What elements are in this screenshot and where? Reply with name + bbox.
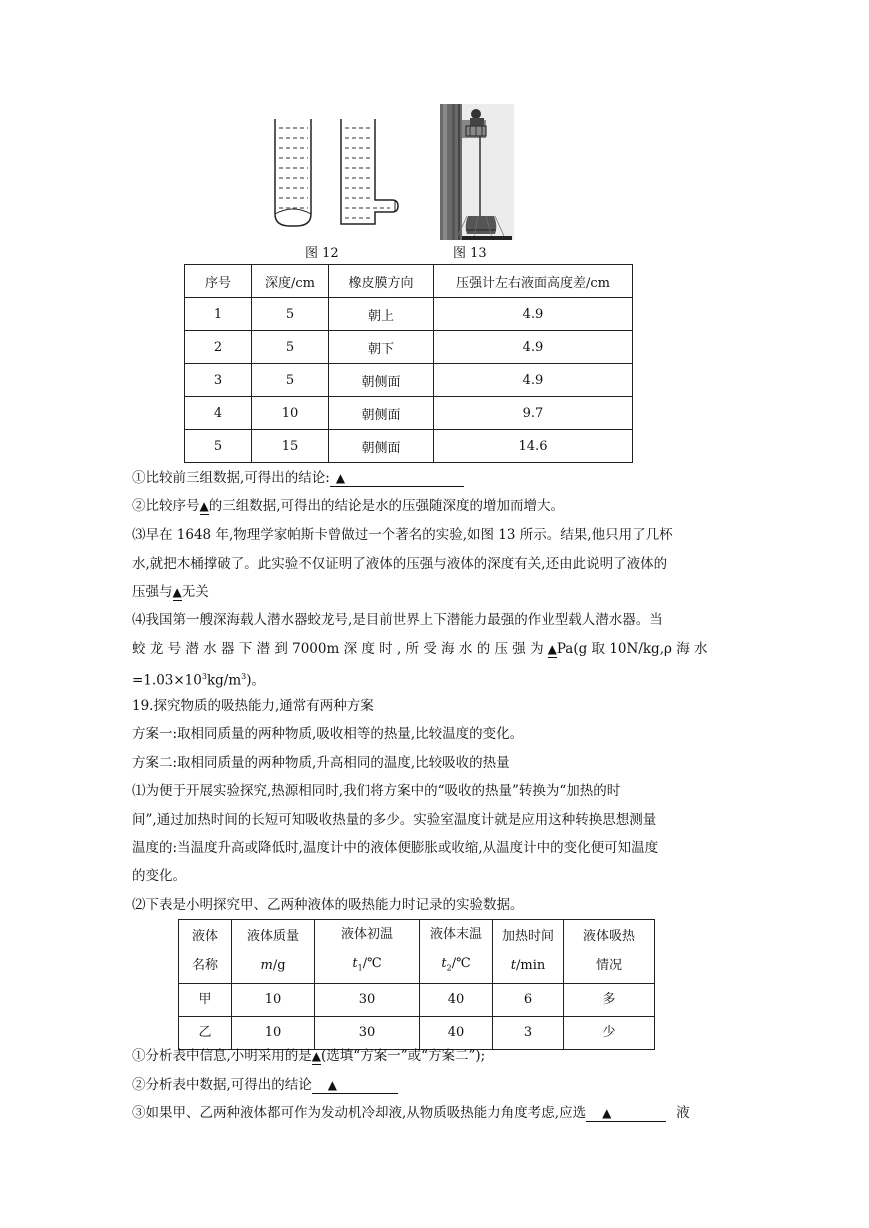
table-row <box>179 983 655 1016</box>
table-cell: 少 <box>564 1016 655 1049</box>
table-row <box>185 331 633 364</box>
header-text <box>420 949 492 983</box>
table-row <box>185 364 633 397</box>
header-text: 液体 <box>191 929 218 945</box>
table-cell: 14.6 <box>434 430 633 463</box>
header-cell: 橡皮膜方向 <box>329 265 434 298</box>
answer-blank[interactable] <box>312 1048 321 1065</box>
header-text <box>493 951 563 980</box>
figure-13-caption: 图 13 <box>453 246 487 261</box>
question-text: 的三组数据,可得出的结论是水的压强随深度的增加而增大。 <box>208 498 565 514</box>
table-cell: 10 <box>232 1016 315 1049</box>
table-cell: 4.9 <box>434 364 633 397</box>
header-text: 名称 <box>191 958 218 974</box>
question-text: kg/m <box>206 672 242 689</box>
table-cell: 5 <box>252 331 329 364</box>
header-text: 液体质量 <box>246 929 299 945</box>
header-cell <box>493 920 564 984</box>
question-text: 液 <box>676 1105 690 1121</box>
triangle-marker: ▲ <box>327 1078 338 1092</box>
table-cell: 30 <box>315 1016 420 1049</box>
table-cell: 5 <box>252 364 329 397</box>
answer-blank[interactable] <box>548 641 557 658</box>
unit: /℃ <box>451 956 471 971</box>
subscript: 2 <box>446 963 452 973</box>
triangle-marker: ▲ <box>172 585 182 599</box>
question-line <box>132 639 708 659</box>
triangle-marker: ▲ <box>547 642 557 656</box>
table-cell: 朝下 <box>329 331 434 364</box>
superscript: 3 <box>241 672 247 681</box>
table-cell: 4.9 <box>434 298 633 331</box>
question-line: ⑶早在 1648 年,物理学家帕斯卡曾做过一个著名的实验,如图 13 所示。结果,他只用了几杯 <box>132 527 673 543</box>
question-text: 压强与 <box>132 584 173 600</box>
table-cell: 朝侧面 <box>329 397 434 430</box>
question-text: ③如果甲、乙两种液体都可作为发动机冷却液,从物质吸热能力角度考虑,应选 <box>132 1105 587 1121</box>
table-cell: 6 <box>493 983 564 1016</box>
table-row <box>179 1016 655 1049</box>
question-line: 的变化。 <box>132 868 186 884</box>
table-cell: 40 <box>420 983 493 1016</box>
table-row <box>185 298 633 331</box>
answer-blank[interactable] <box>200 498 209 515</box>
header-text: 液体初温 <box>340 927 393 942</box>
question-line: ⑴为便于开展实验探究,热源相同时,我们将方案中的“吸收的热量”转换为“加热的时 <box>132 783 621 799</box>
question-line: 方案一:取相同质量的两种物质,吸收相等的热量,比较温度的变化。 <box>132 726 524 742</box>
table-cell: 9.7 <box>434 397 633 430</box>
answer-blank[interactable] <box>312 1077 398 1094</box>
header-cell: 深度/cm <box>252 265 329 298</box>
table-cell: 朝侧面 <box>329 430 434 463</box>
question-line: 方案二:取相同质量的两种物质,升高相同的温度,比较吸收的热量 <box>132 755 510 771</box>
variable: t <box>352 956 358 971</box>
question-line <box>132 1075 398 1095</box>
table-header-row <box>179 920 655 984</box>
question-text: ①比较前三组数据,可得出的结论: <box>132 470 330 486</box>
header-text: 加热时间 <box>501 929 554 945</box>
question-line: 温度的:当温度升高或降低时,温度计中的液体便膨胀或收缩,从温度计中的变化便可知温度 <box>132 840 659 856</box>
unit: /g <box>272 958 286 974</box>
table-cell: 乙 <box>179 1016 232 1049</box>
question-text: =1.03×10 <box>132 672 202 689</box>
figure-12-caption: 图 12 <box>305 246 339 261</box>
triangle-marker: ▲ <box>335 471 346 485</box>
triangle-marker: ▲ <box>311 1049 322 1063</box>
table-cell: 3 <box>493 1016 564 1049</box>
header-text: 液体末温 <box>429 927 482 942</box>
table-cell: 朝上 <box>329 298 434 331</box>
question-line: 19.探究物质的吸热能力,通常有两种方案 <box>132 698 374 714</box>
header-cell <box>564 920 655 984</box>
header-cell: 序号 <box>185 265 252 298</box>
table-cell: 4 <box>185 397 252 430</box>
question-line <box>132 468 464 488</box>
table-cell: 10 <box>232 983 315 1016</box>
question-text: ②分析表中数据,可得出的结论 <box>132 1077 312 1093</box>
table-header-row <box>185 265 633 298</box>
question-text: )。 <box>246 672 266 689</box>
triangle-marker: ▲ <box>199 499 209 513</box>
question-line <box>132 667 265 691</box>
table-cell: 1 <box>185 298 252 331</box>
question-text: 蛟 龙 号 潜 水 器 下 潜 到 7000m 深 度 时 , 所 受 海 水 的 压 强 为 <box>132 641 544 657</box>
table-row <box>185 397 633 430</box>
header-text <box>315 949 419 983</box>
pressure-data-table <box>184 264 633 463</box>
header-text <box>232 951 314 980</box>
question-line <box>132 582 209 602</box>
variable: t <box>441 956 447 971</box>
table-cell: 10 <box>252 397 329 430</box>
question-line: ⑵下表是小明探究甲、乙两种液体的吸热能力时记录的实验数据。 <box>132 897 524 913</box>
table-row <box>185 430 633 463</box>
question-text: 无关 <box>181 584 209 600</box>
question-text: ①分析表中信息,小明采用的是 <box>132 1048 312 1064</box>
subscript: 1 <box>357 963 363 973</box>
superscript: 3 <box>201 672 207 681</box>
question-text: ②比较序号 <box>132 498 200 514</box>
header-cell: 压强计左右液面高度差/cm <box>434 265 633 298</box>
question-line: 水,就把木桶撑破了。此实验不仅证明了液体的压强与液体的深度有关,还由此说明了液体的 <box>132 556 668 572</box>
table-cell: 30 <box>315 983 420 1016</box>
table-cell: 4.9 <box>434 331 633 364</box>
question-line: 间”,通过加热时间的长短可知吸收热量的多少。实验室温度计就是应用这种转换思想测量 <box>132 812 657 828</box>
table-cell: 3 <box>185 364 252 397</box>
header-cell <box>232 920 315 984</box>
table-cell: 2 <box>185 331 252 364</box>
header-cell <box>315 920 420 984</box>
question-line <box>132 496 564 516</box>
table-cell: 15 <box>252 430 329 463</box>
heat-absorption-table <box>178 919 655 1050</box>
unit: /℃ <box>362 956 382 971</box>
table-cell: 朝侧面 <box>329 364 434 397</box>
header-text: 液体吸热 <box>582 929 635 945</box>
answer-blank[interactable] <box>173 584 182 601</box>
header-text: 情况 <box>595 958 622 974</box>
variable: t <box>510 958 516 974</box>
figure-12 <box>268 116 408 238</box>
variable: m <box>260 958 273 974</box>
table-cell: 5 <box>185 430 252 463</box>
header-cell <box>420 920 493 984</box>
question-text: Pa(g 取 10N/kg,ρ 海 水 <box>556 641 708 657</box>
unit: /min <box>515 958 546 974</box>
table-cell: 多 <box>564 983 655 1016</box>
answer-blank[interactable] <box>330 470 464 487</box>
question-line <box>132 1046 485 1066</box>
table-cell: 5 <box>252 298 329 331</box>
question-line: ⑷我国第一艘深海载人潜水器蛟龙号,是目前世界上下潜能力最强的作业型载人潜水器。当 <box>132 612 663 628</box>
question-text: (选填“方案一”或“方案二”); <box>321 1048 486 1064</box>
table-cell: 40 <box>420 1016 493 1049</box>
answer-blank[interactable] <box>586 1105 666 1122</box>
triangle-marker: ▲ <box>602 1106 612 1120</box>
figure-13 <box>440 104 514 240</box>
table-cell: 甲 <box>179 983 232 1016</box>
question-line <box>132 1103 690 1123</box>
header-cell <box>179 920 232 984</box>
